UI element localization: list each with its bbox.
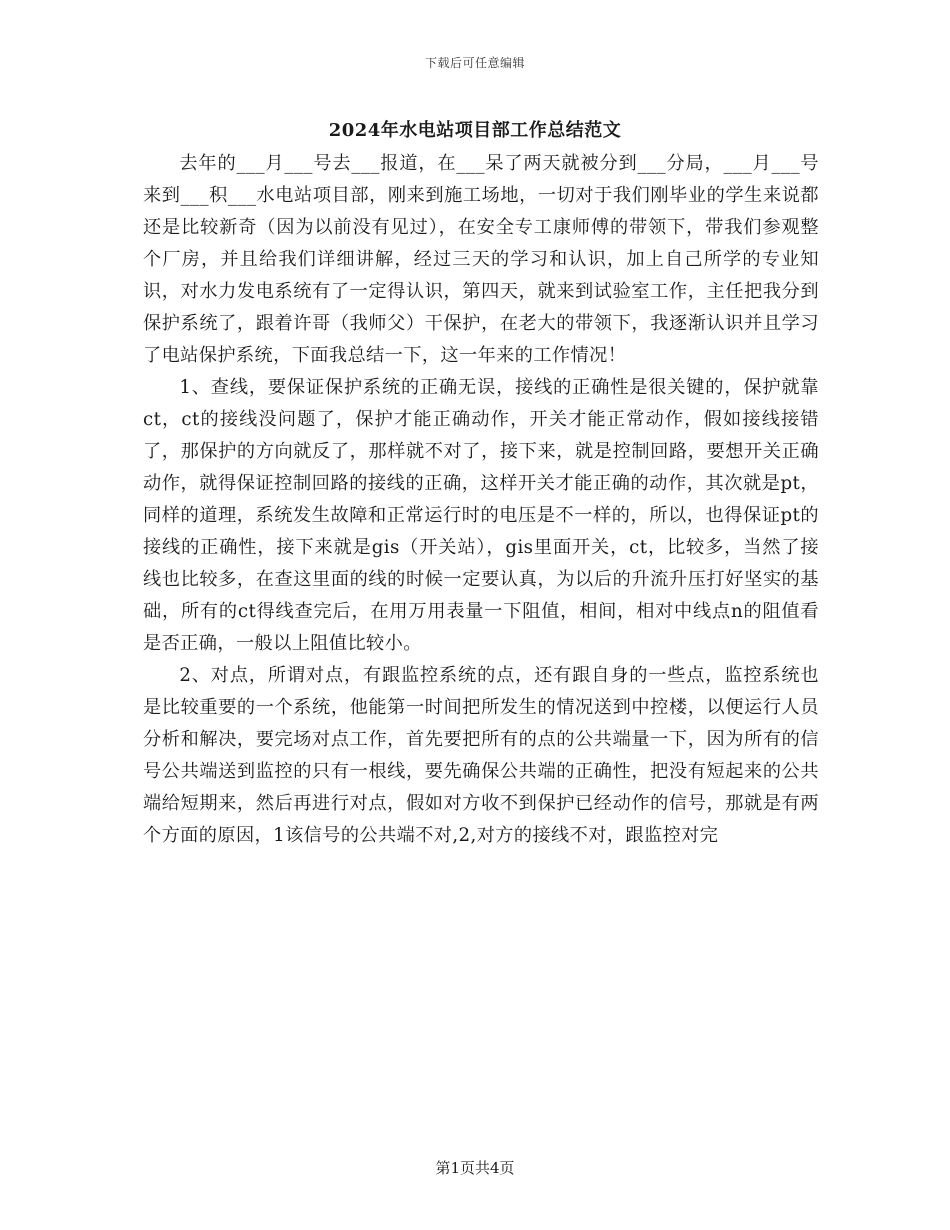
page-number: 第1页共4页 <box>435 1159 515 1177</box>
page-header-note: 下载后可任意编辑 <box>424 56 525 70</box>
document-body <box>143 148 819 852</box>
paragraph-intro: 去年的___月___号去___报道，在___呆了两天就被分到___分局，___月___号来到___积___水电站项目部，刚来到施工场地，一切对于我们刚毕业的学生来说都还是比较新奇（因为以前没有见过），在安全专工康师傅的带领下，带我们参观整个厂房，并且给我们详细讲解，经过三天的学习和认识，加上自己所学的专业知识，对水力发电系统有了一定得认识，第四天，就来到试验室工作，主任把我分到保护系统了，跟着许哥（我师父）干保护，在老大的带领下，我逐渐认识并且学习了电站保护系统，下面我总结一下，这一年来的工作情况！ <box>143 153 819 366</box>
paragraph-check-wiring: 1、查线，要保证保护系统的正确无误，接线的正确性是很关键的，保护就靠ct，ct的接线没问题了，保护才能正确动作，开关才能正常动作，假如接线接错了，那保护的方向就反了，那样就不对了，接下来，就是控制回路，要想开关正确动作，就得保证控制回路的接线的正确，这样开关才能正确的动作，其次就是pt，同样的道理，系统发生故障和正常运行时的电压是不一样的，所以，也得保证pt的接线的正确性，接下来就是gis（开关站），gis里面开关，ct，比较多，当然了接线也比较多，在查这里面的线的时候一定要认真，为以后的升流升压打好坚实的基础，所有的ct得线查完后，在用万用表量一下阻值，相间，相对中线点n的阻值看是否正确，一般以上阻值比较小。 <box>143 377 819 654</box>
document-title: 2024年水电站项目部工作总结范文 <box>328 120 622 141</box>
paragraph-point-check: 2、对点，所谓对点，有跟监控系统的点，还有跟自身的一些点，监控系统也是比较重要的一个系统，他能第一时间把所发生的情况送到中控楼，以便运行人员分析和解决，要完场对点工作，首先要把所有的点的公共端量一下，因为所有的信号公共端送到监控的只有一根线，要先确保公共端的正确性，把没有短起来的公共端给短期来，然后再进行对点，假如对方收不到保护已经动作的信号，那就是有两个方面的原因，1该信号的公共端不对,2,对方的接线不对，跟监控对完 <box>143 665 819 846</box>
